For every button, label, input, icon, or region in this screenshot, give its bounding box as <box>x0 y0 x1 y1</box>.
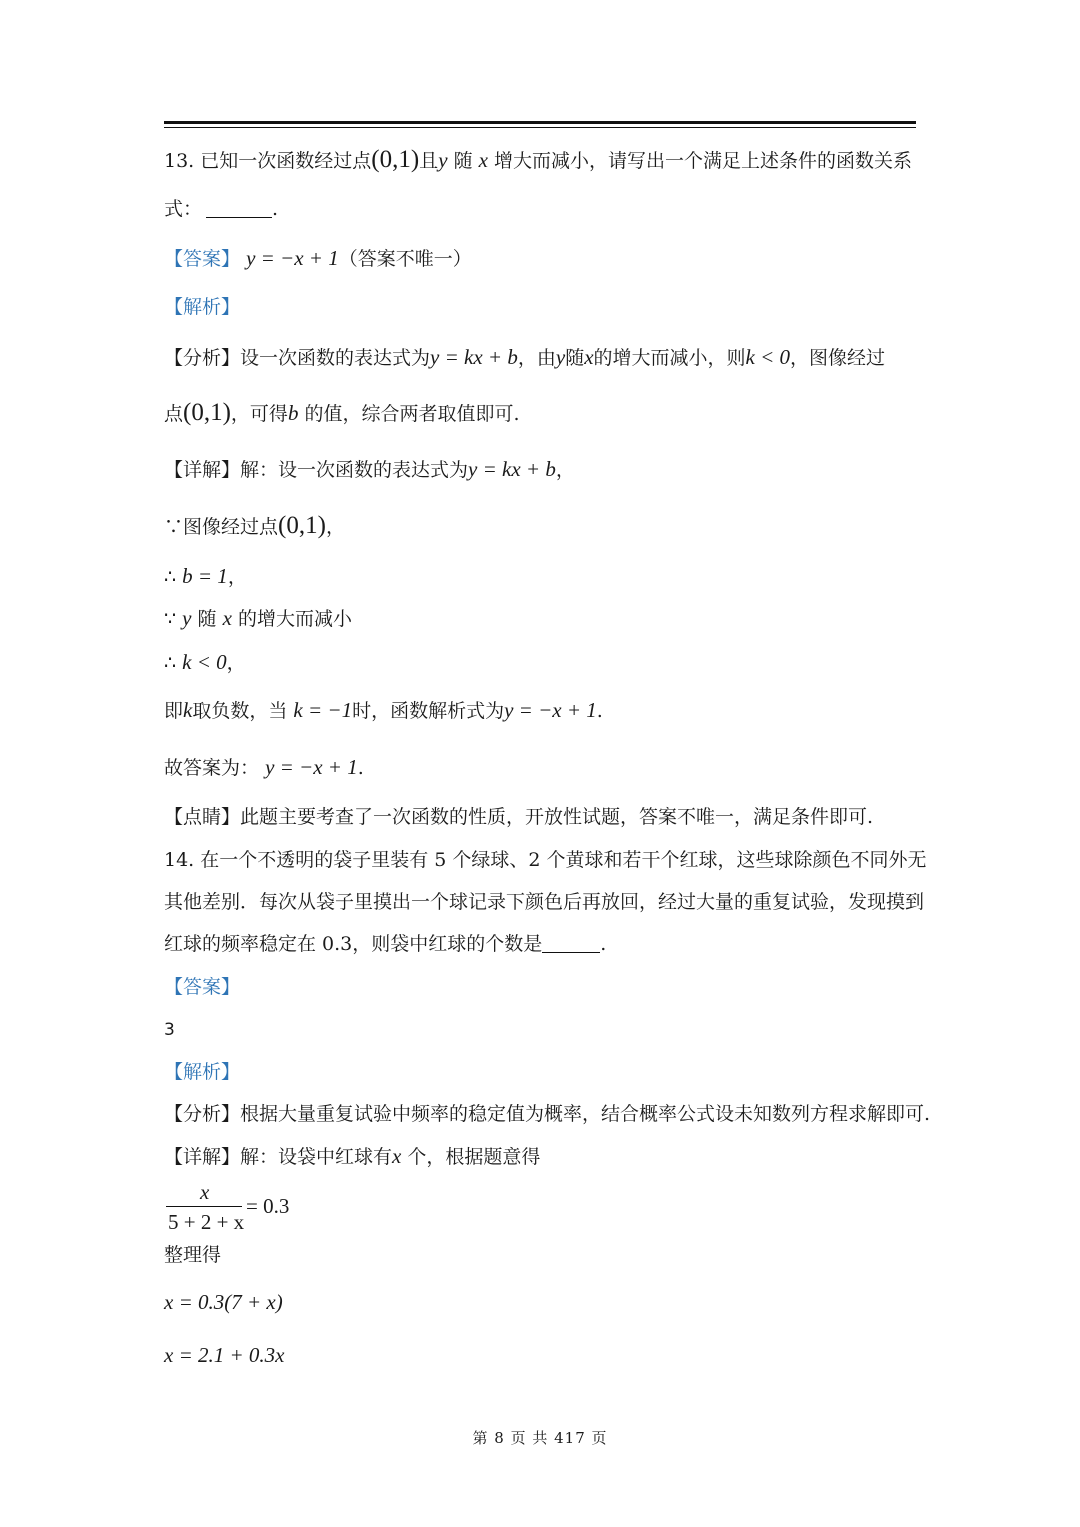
q14-eq2: x = 2.1 + 0.3x <box>164 1343 285 1367</box>
q13-dianjing: 【点睛】此题主要考查了一次函数的性质，开放性试题，答案不唯一，满足条件即可. <box>164 806 874 828</box>
q14-fenxi: 【分析】根据大量重复试验中频率的稳定值为概率，结合概率公式设未知数列方程求解即可. <box>164 1103 931 1125</box>
q13-answer-line: 【答案】 y = −x + 1（答案不唯一） <box>164 246 472 270</box>
q14-answer-value: 3 <box>164 1020 175 1040</box>
q14-eq1: x = 0.3(7 + x) <box>164 1290 283 1314</box>
q13-step4: ∴ k < 0， <box>164 650 246 674</box>
q14-detail-line: 【详解】解：设袋中红球有x 个，根据题意得 <box>164 1144 541 1168</box>
q13-step1: ∵图像经过点(0,1)， <box>164 512 345 539</box>
q13-fenxi-line2: 点(0,1)，可得b 的值，综合两者取值即可. <box>164 399 520 426</box>
q14-answer-tag: 【答案】 <box>164 976 241 998</box>
q14-analysis-tag: 【解析】 <box>164 1061 241 1083</box>
q14-fraction-equation: x 5 + 2 + x = 0.3 <box>168 1180 290 1234</box>
header-rule-thin <box>164 127 916 128</box>
q13-fenxi-line1: 【分析】设一次函数的表达式为y = kx + b，由y随x的增大而减小，则k < 0，图像经过 <box>164 345 886 369</box>
answer-blank <box>542 934 600 953</box>
fraction-bar <box>166 1206 242 1207</box>
q14-stem-line2: 其他差别．每次从袋子里摸出一个球记录下颜色后再放回，经过大量的重复试验，发现摸到 <box>164 891 925 913</box>
q13-stem-line1: 13. 已知一次函数经过点(0,1)且y 随 x 增大而减小，请写出一个满足上述条件的函数关系 <box>164 146 913 173</box>
header-rule-thick <box>164 121 916 124</box>
q13-stem-line2: 式： . <box>164 198 279 220</box>
q14-stem-line1: 14. 在一个不透明的袋子里装有 5 个绿球、2 个黄球和若干个红球，这些球除颜色不同外无 <box>164 849 927 871</box>
page-footer: 第 8 页 共 417 页 <box>472 1429 608 1447</box>
q13-analysis-tag: 【解析】 <box>164 296 241 318</box>
q13-step2: ∴ b = 1， <box>164 564 247 588</box>
q13-final-answer: 故答案为： y = −x + 1. <box>164 755 364 779</box>
q13-detail-line: 【详解】解：设一次函数的表达式为y = kx + b， <box>164 457 575 481</box>
q14-stem-line3: 红球的频率稳定在 0.3，则袋中红球的个数是 . <box>164 933 607 955</box>
q13-step3: ∵ y 随 x 的增大而减小 <box>164 606 352 630</box>
answer-blank <box>206 199 272 218</box>
q13-step5: 即k取负数，当 k = −1时，函数解析式为y = −x + 1. <box>164 698 603 722</box>
q14-zhengli: 整理得 <box>164 1244 222 1266</box>
